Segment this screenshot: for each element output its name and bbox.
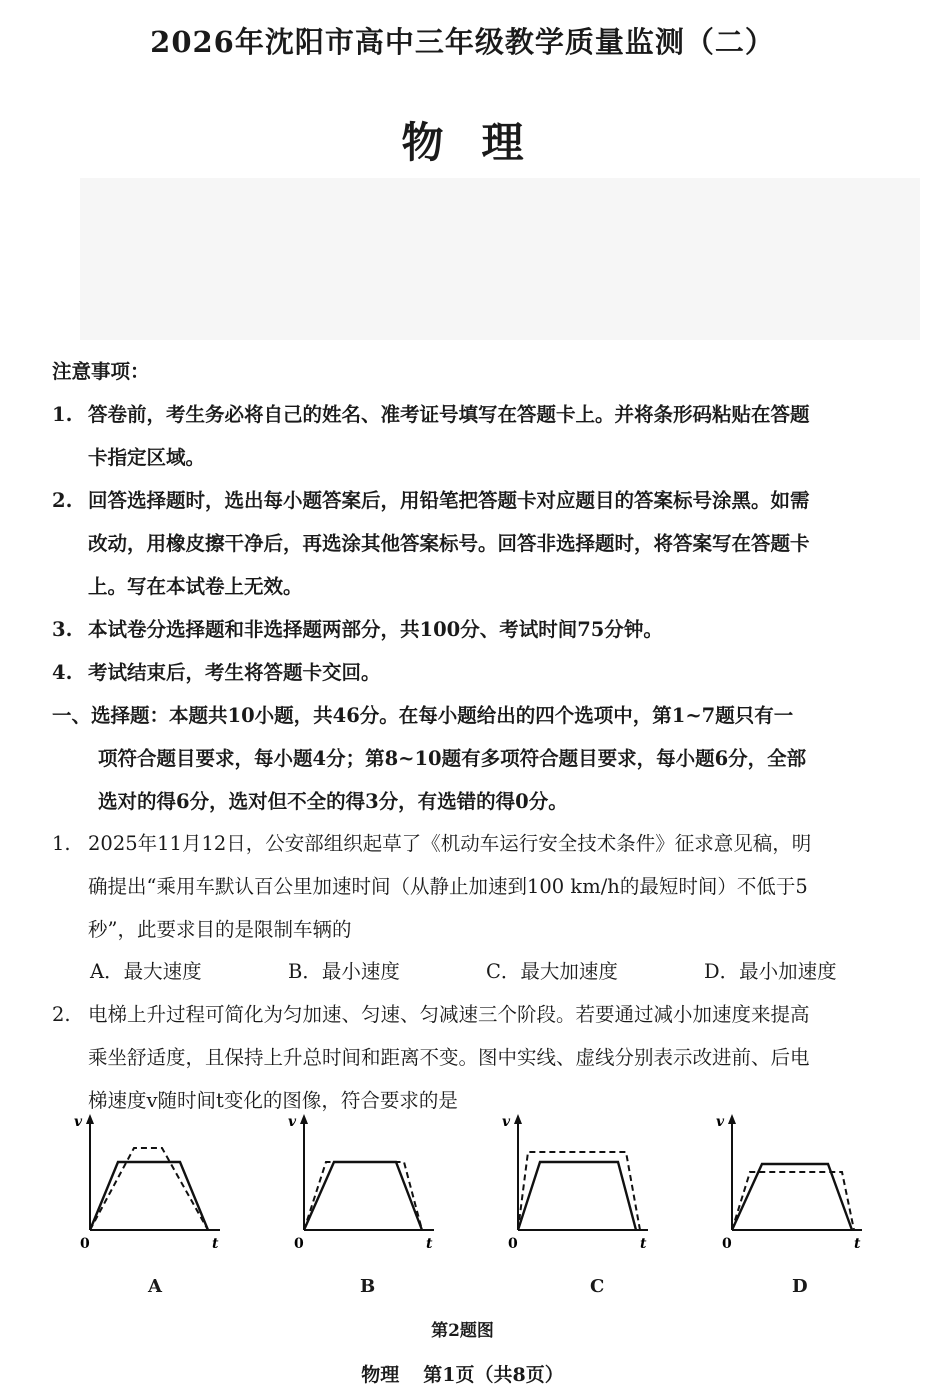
subject-title: 物理 bbox=[401, 118, 562, 167]
blank-area bbox=[80, 178, 920, 340]
t-axis-label: t bbox=[212, 1236, 219, 1252]
t-axis-label: t bbox=[854, 1236, 861, 1252]
graph-a-label: A bbox=[148, 1276, 162, 1297]
v-axis-label: v bbox=[502, 1114, 511, 1130]
graph-c-label: C bbox=[590, 1276, 605, 1297]
question-1-cont2: 秒”，此要求目的是限制车辆的 bbox=[88, 918, 352, 941]
v-axis-label: v bbox=[288, 1114, 297, 1130]
v-axis-label: v bbox=[74, 1114, 83, 1130]
notice-item-2-cont: 改动，用橡皮擦干净后，再选涂其他答案标号。回答非选择题时，将答案写在答题卡 bbox=[88, 532, 810, 555]
origin-label: 0 bbox=[508, 1236, 518, 1252]
page-footer bbox=[0, 1360, 925, 1387]
footer-subject: 物理 bbox=[361, 1364, 400, 1386]
t-axis-label: t bbox=[640, 1236, 647, 1252]
graph-b bbox=[286, 1112, 436, 1262]
notice-item-2-cont2: 上。写在本试卷上无效。 bbox=[88, 575, 303, 598]
section-heading-cont2: 选对的得6分，选对但不全的得3分，有选错的得0分。 bbox=[98, 790, 568, 813]
option-c: C．最大加速度 bbox=[486, 960, 618, 983]
graph-d-label: D bbox=[792, 1276, 808, 1297]
origin-label: 0 bbox=[722, 1236, 732, 1252]
question-2-cont: 乘坐舒适度，且保持上升总时间和距离不变。图中实线、虚线分别表示改进前、后电 bbox=[88, 1046, 810, 1069]
figure-caption: 第2题图 bbox=[431, 1321, 494, 1341]
graph-c bbox=[500, 1112, 650, 1262]
notice-item-1-cont: 卡指定区域。 bbox=[88, 446, 206, 469]
t-axis-label: t bbox=[426, 1236, 433, 1252]
graph-a bbox=[72, 1112, 222, 1262]
notice-title: 注意事项： bbox=[52, 360, 150, 383]
notice-item-4: 4. 考试结束后，考生将答题卡交回。 bbox=[52, 661, 381, 684]
graph-b-label: B bbox=[360, 1276, 376, 1297]
v-axis-label: v bbox=[716, 1114, 725, 1130]
origin-label: 0 bbox=[294, 1236, 304, 1252]
exam-title: 2026年沈阳市高中三年级教学质量监测（二） bbox=[150, 25, 775, 59]
question-2: 2. 电梯上升过程可简化为匀加速、匀速、匀减速三个阶段。若要通过减小加速度来提高 bbox=[52, 1003, 810, 1026]
section-heading: 一、选择题：本题共10小题，共46分。在每小题给出的四个选项中，第1~7题只有一 bbox=[52, 704, 794, 727]
option-b: B．最小速度 bbox=[288, 960, 400, 983]
origin-label: 0 bbox=[80, 1236, 90, 1252]
question-1: 1. 2025年11月12日，公安部组织起草了《机动车运行安全技术条件》征求意见稿，明 bbox=[52, 832, 812, 855]
graph-d bbox=[714, 1112, 864, 1262]
option-a: A．最大速度 bbox=[90, 960, 202, 983]
notice-item-1: 1. 答卷前，考生务必将自己的姓名、准考证号填写在答题卡上。并将条形码粘贴在答题 bbox=[52, 403, 810, 426]
footer-page: 第1页（共8页） bbox=[423, 1364, 564, 1386]
question-1-cont: 确提出“乘用车默认百公里加速时间（从静止加速到100 km/h的最短时间）不低于5 bbox=[88, 875, 808, 898]
question-2-cont2: 梯速度v随时间t变化的图像，符合要求的是 bbox=[88, 1089, 458, 1112]
option-d: D．最小加速度 bbox=[704, 960, 837, 983]
notice-item-2: 2. 回答选择题时，选出每小题答案后，用铅笔把答题卡对应题目的答案标号涂黑。如需 bbox=[52, 489, 810, 512]
section-heading-cont: 项符合题目要求，每小题4分；第8~10题有多项符合题目要求，每小题6分，全部 bbox=[98, 747, 807, 770]
notice-item-3: 3. 本试卷分选择题和非选择题两部分，共100分、考试时间75分钟。 bbox=[52, 618, 663, 641]
